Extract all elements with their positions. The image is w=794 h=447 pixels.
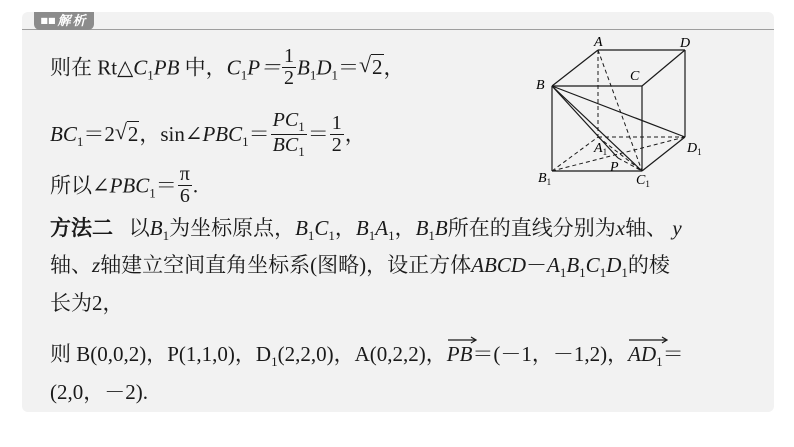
seg-b1a1: B bbox=[355, 216, 369, 240]
label-p: P bbox=[610, 160, 619, 175]
m2-text: ， bbox=[334, 216, 356, 240]
analysis-tab bbox=[34, 12, 94, 30]
analysis-label: 解析 bbox=[57, 14, 88, 29]
coord-b: B(0,0,2) bbox=[76, 342, 147, 366]
line3-prefix: 所以∠ bbox=[50, 173, 110, 198]
sub: 1 bbox=[242, 133, 249, 149]
seg-b1b: B bbox=[415, 216, 429, 240]
cube-figure bbox=[530, 34, 730, 189]
cube-svg bbox=[530, 34, 730, 189]
edge-cd bbox=[642, 50, 685, 86]
label-c: C bbox=[630, 69, 640, 84]
coords-line-1: 则 B(0,0,2)，P(1,1,0)，$D_1(2,2,0)$，A(0,2,2)， PB＝(－1，－1,2)， $AD_1=$ bbox=[50, 344, 684, 368]
seg-b1: B bbox=[297, 55, 310, 80]
point-c1b: C bbox=[226, 55, 241, 80]
angle-pbc: PBC bbox=[202, 121, 243, 146]
coord-d1: D bbox=[255, 342, 272, 366]
frac-num: 1 bbox=[331, 111, 342, 134]
edge-ba bbox=[552, 50, 598, 86]
axis-y: y bbox=[672, 216, 682, 240]
solution-line-1 bbox=[50, 45, 405, 91]
frac-num: 1 bbox=[284, 45, 295, 67]
seg-d1: D bbox=[316, 55, 332, 80]
solution-line-2 bbox=[50, 109, 366, 160]
vector-ad1: $AD_1$ bbox=[628, 344, 663, 368]
line1-mid: 中， bbox=[179, 55, 227, 80]
sqrt-2: √ 2 bbox=[114, 118, 139, 146]
angle-pbc: PBC bbox=[109, 173, 150, 198]
m2-text: 轴建立空间直角坐标系(图略)，设正方体 bbox=[100, 253, 472, 277]
equals: ＝ bbox=[248, 121, 270, 146]
equals: ＝ bbox=[155, 173, 177, 198]
tri-points: PB bbox=[153, 55, 180, 80]
sub: 1 bbox=[162, 228, 170, 243]
fraction-pc1-bc1 bbox=[271, 110, 307, 158]
method2-title: 方法二 bbox=[50, 216, 113, 240]
sub: 1 bbox=[331, 67, 339, 83]
label-a1: $A_1$ bbox=[594, 141, 608, 157]
eq-value: ＝2 bbox=[83, 121, 115, 146]
m2-text: 的棱 bbox=[627, 253, 670, 277]
m2-text: 以 bbox=[128, 216, 150, 240]
sqrt-value: 2 bbox=[372, 55, 383, 80]
frac-den: $BC_1$ bbox=[272, 133, 305, 159]
seg-b1c1: B bbox=[295, 216, 308, 240]
m2-text: 为坐标原点， bbox=[169, 216, 296, 240]
solution-line-3 bbox=[50, 163, 199, 209]
sqrt-2: √ 2 bbox=[359, 52, 383, 80]
line3-end: . bbox=[192, 173, 199, 198]
equals: ＝ bbox=[307, 121, 329, 146]
vector-pb: PB bbox=[447, 344, 473, 365]
axis-x: x bbox=[615, 216, 626, 240]
line1-prefix: 则在 Rt△ bbox=[50, 55, 134, 80]
bc1-label: BC bbox=[50, 121, 77, 146]
coords-line-2 bbox=[50, 382, 148, 403]
edge-bp bbox=[552, 86, 618, 158]
m2-text: 长为2， bbox=[50, 291, 124, 315]
frac-den: 2 bbox=[284, 67, 295, 89]
label-d: D bbox=[680, 36, 691, 51]
sub: 1 bbox=[147, 67, 154, 83]
cube-name: ABCD bbox=[471, 253, 527, 277]
method2-line-2: 轴、z轴建立空间直角坐标系(图略)，设正方体$ABCD-A_1B_1C_1D_1$的棱 bbox=[50, 253, 670, 280]
label-b1: $B_1$ bbox=[538, 171, 552, 187]
coords-prefix: 则 bbox=[50, 342, 77, 366]
method2-line-3 bbox=[50, 293, 124, 314]
line1-end: ， bbox=[383, 55, 405, 80]
hidden-b1a1 bbox=[552, 137, 598, 171]
fraction-half bbox=[330, 113, 344, 156]
frac-num: π bbox=[179, 163, 190, 185]
line2-end: ， bbox=[344, 121, 366, 146]
coord-a: A(0,2,2) bbox=[354, 342, 426, 366]
coord-p: P(1,1,0) bbox=[167, 342, 235, 366]
m2-text: 所在的直线分别为 bbox=[447, 216, 616, 240]
m2-text: 轴、 bbox=[625, 216, 668, 240]
label-b: B bbox=[536, 78, 545, 93]
sqrt-value: 2 bbox=[127, 121, 139, 146]
dash: － bbox=[526, 253, 548, 277]
frac-den: 2 bbox=[331, 133, 342, 156]
pt-b1: B bbox=[149, 216, 163, 240]
point-c1: C bbox=[133, 55, 148, 80]
label-d1: $D_1$ bbox=[687, 141, 702, 157]
dots-icon: ■■ bbox=[40, 16, 56, 25]
vector-ad1-value: (2,0，－2). bbox=[50, 380, 148, 404]
axis-z: z bbox=[92, 253, 101, 277]
edge-bd1 bbox=[552, 86, 685, 137]
eq-p: P＝ bbox=[247, 55, 282, 80]
card-header bbox=[22, 12, 774, 30]
label-c1: $C_1$ bbox=[636, 173, 650, 189]
sub: 1 bbox=[76, 133, 84, 149]
edge-bc1 bbox=[552, 86, 642, 171]
fraction-pi-6 bbox=[178, 164, 192, 207]
sub: 1 bbox=[240, 67, 248, 83]
fraction-half bbox=[282, 46, 296, 89]
equals: ＝ bbox=[662, 342, 684, 366]
m2-text: ， bbox=[394, 216, 416, 240]
sin-text: ，sin∠ bbox=[139, 121, 203, 146]
sub: 1 bbox=[309, 67, 317, 83]
label-a: A bbox=[594, 35, 603, 50]
cube-name-1: A bbox=[547, 253, 560, 277]
method2-line-1: 方法二 以$B_1$为坐标原点，$B_1C_1$，$B_1A_1$，$B_1B$所在的直线分别为x轴、 y bbox=[50, 216, 682, 243]
m2-text: 轴、 bbox=[50, 253, 92, 277]
equals: ＝ bbox=[338, 55, 360, 80]
frac-den: 6 bbox=[179, 185, 190, 207]
sub: 1 bbox=[149, 185, 156, 201]
frac-num: $PC_1$ bbox=[272, 109, 305, 134]
vector-pb-value: ＝(－1，－1,2)， bbox=[472, 342, 629, 366]
